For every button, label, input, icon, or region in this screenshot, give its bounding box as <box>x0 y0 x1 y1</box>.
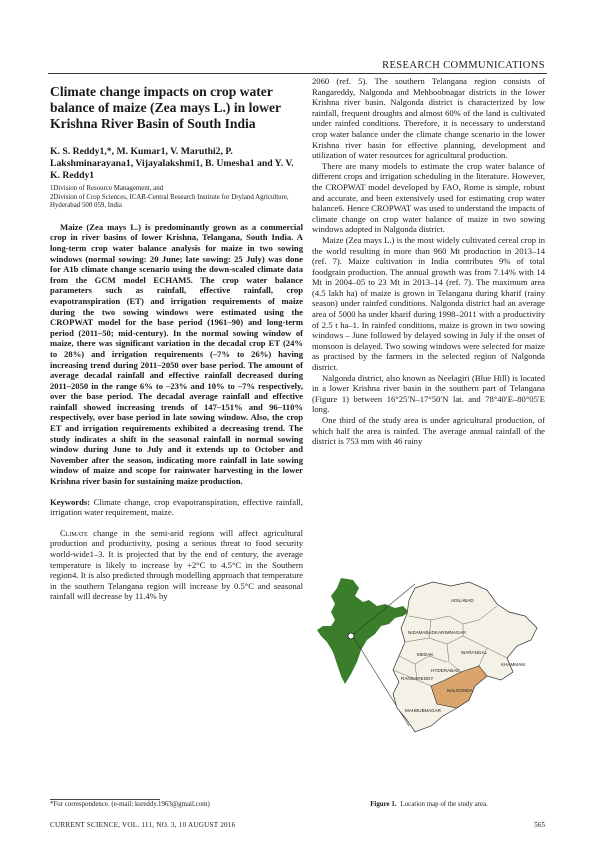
body-paragraph-5: One third of the study area is under agricultural production, of which half the area is rainfed. The average annual rainfall of the district is 753 mm with 46 rainy <box>312 415 545 447</box>
author-list: K. S. Reddy1,*, M. Kumar1, V. Maruthi2, P. Lakshminarayana1, Vijayalakshmi1, B. Umesha1 and Y. V. K. Reddy1 <box>50 146 294 181</box>
intro-paragraph <box>50 528 303 602</box>
body-paragraph-2: There are many models to estimate the crop water balance of different crops and irrigation scheduling in the literature. However, the CROPWAT model developed by FAO, Rome is simple, robust and accurate, and been extensively used for estimating crop water balance6. Hence CROPWAT was used to understand the impacts of climate change on crop water balance of maize in two sowing windows adopted in Nalgonda district. <box>312 160 545 235</box>
intro-text: change in the semi-arid regions will affect agricultural production and productivity, posing a serious threat to food security world-wide1–3. It is projected that by the end of century, the average temperature is likely to increase by +2°C to 4.5°C in the Southern region4. It is also predicted through modelling approach that temperature in the southern Telangana region will increase by 0.5°C and seasonal rainfall will decrease by 11.4% by <box>50 527 303 602</box>
location-map-figure <box>311 576 546 794</box>
page-number: 565 <box>534 821 545 829</box>
running-header: RESEARCH COMMUNICATIONS <box>382 60 545 71</box>
telangana-marker <box>348 633 354 639</box>
right-column <box>312 76 545 447</box>
body-paragraph-4: Nalgonda district, also known as Neelagiri (Blue Hill) is located in a lower Krishna river basin in the southern part of Telangana (Figure 1) between 16°25′N–17°50′N lat. and 78°40′E–80°05′E long. <box>312 372 545 415</box>
label-mahbubnagar: MAHBUBNAGAR <box>405 708 441 713</box>
label-medak: MEDAK <box>417 652 434 657</box>
correspondence-footnote: *For correspondence. (e-mail: ksreddy.1963@gmail.com) <box>50 801 210 808</box>
label-karimnagar: KARIMNAGAR <box>435 630 466 635</box>
footnote-rule <box>50 799 160 800</box>
keywords <box>50 497 303 518</box>
intro-dropcap: Climate <box>60 527 88 538</box>
figure-caption <box>312 801 546 808</box>
affiliation-1: 1Division of Resource Management, and <box>50 185 164 192</box>
affiliation-2: 2Division of Crop Sciences, ICAR-Central Research Institute for Dryland Agriculture, Hyderabad 500 059, India <box>50 193 289 210</box>
article-title: Climate change impacts on crop water balance of maize (Zea mays L.) in lower Krishna River Basin of South India <box>50 84 281 131</box>
figure-caption-label: Figure 1. <box>370 801 397 808</box>
keywords-text: Climate change, crop evapotranspiration, effective rainfall, irrigation water requirement, maize. <box>50 496 303 518</box>
label-hyderabad: HYDERABAD <box>431 668 460 673</box>
label-warangal: WARANGAL <box>461 650 488 655</box>
keywords-label: Keywords: <box>50 496 91 507</box>
label-nalgonda: NALGONDA <box>447 688 473 693</box>
body-paragraph-3: Maize (Zea mays L.) is the most widely cultivated cereal crop in the world resulting in more than 960 Mt production in 2013–14 (ref. 7). Maize cultivation in India contributes 9% of total foodgrain production. The annual growth was from 7.14% with 14 Mt in 2004–05 to 23 Mt in 2013–14 (ref. 7). The maximum area (4.5 lakh ha) of maize is grown in Telangana during kharif (rainy season) under rainfed conditions. Nalgonda district had an average area of 5000 ha under kharif during 1998–2011 with a productivity of 2.5 t ha–1. In rainfed conditions, maize is grown in two sowing windows – June followed by delayed sowing in July if the onset of monsoon is delayed. Two sowing windows were selected for maize as practised by the farmers in the selected region of Nalgonda district. <box>312 234 545 373</box>
label-rangareddy: RANGAREDDY <box>401 676 434 681</box>
footer-journal: CURRENT SCIENCE, VOL. 111, NO. 3, 10 AUGUST 2016 <box>50 821 236 829</box>
header-rule <box>48 73 547 74</box>
abstract <box>50 222 303 487</box>
body-paragraph-1: 2060 (ref. 5). The southern Telangana region consists of Rangareddy, Nalgonda and Mehboobnagar districts in the lower Krishna river basin. Nalgonda district is characterized by low rainfall, frequent droughts and almost 60% of the land is cultivated under rainfed conditions. Therefore, it is necessary to understand crop water balance under the climate change scenario in the lower Krishna river basin for effective planning, development and utilization of water resources for agricultural production. <box>312 76 545 161</box>
figure-caption-text: Location map of the study area. <box>400 801 488 808</box>
label-khammam: KHAMMAM <box>501 662 525 667</box>
label-nizamabad: NIZAMABAD <box>408 630 435 635</box>
left-column <box>50 84 303 602</box>
location-map <box>311 576 546 794</box>
label-adilabad: ADILABAD <box>451 598 474 603</box>
abstract-text: Maize (Zea mays L.) is predominantly grown as a commercial crop in river basins of lower Krishna, Telangana, South India. A long-term crop water balance analysis for maize in two sowing windows (normal sowing: 20 June; late sowing: 25 July) was done for A1b climate change scenario using the down-scaled climate data from the GCM model ECHAM5. The crop water balance parameters such as rainfall, effective rainfall, crop evapotranspiration (ET) and irrigation requirements of maize during the two sowing windows were estimated using the CROPWAT model for the base period (1961–90) and long-term period (2011–50; mid-century). In the normal sowing window of maize, there was significant variation in the decadal crop ET (24% to 28%) and irrigation requirements (–7% to 26%) having increasing trend during 2011–2050 over base period. The amount of average decadal rainfall and effective rainfall decreased during 2011–2050 in the range 6% to –23% and 10% to –7% respectively, over the base period. The decadal average rainfall and effective rainfall showed increasing trends of 147–151% and 96–110% respectively, over base period in late sowing window. Also, the crop ET and irrigation requirements exhibited a decreasing trend. The study indicates a shift in the seasonal rainfall in normal sowing window during June to July and it extends up to October and November after the season, indicating more rainfall in late sowing window of maize and scope for rainwater harvesting in the lower Krishna river basin for sustaining maize production. <box>50 221 303 487</box>
affiliations <box>50 185 303 211</box>
